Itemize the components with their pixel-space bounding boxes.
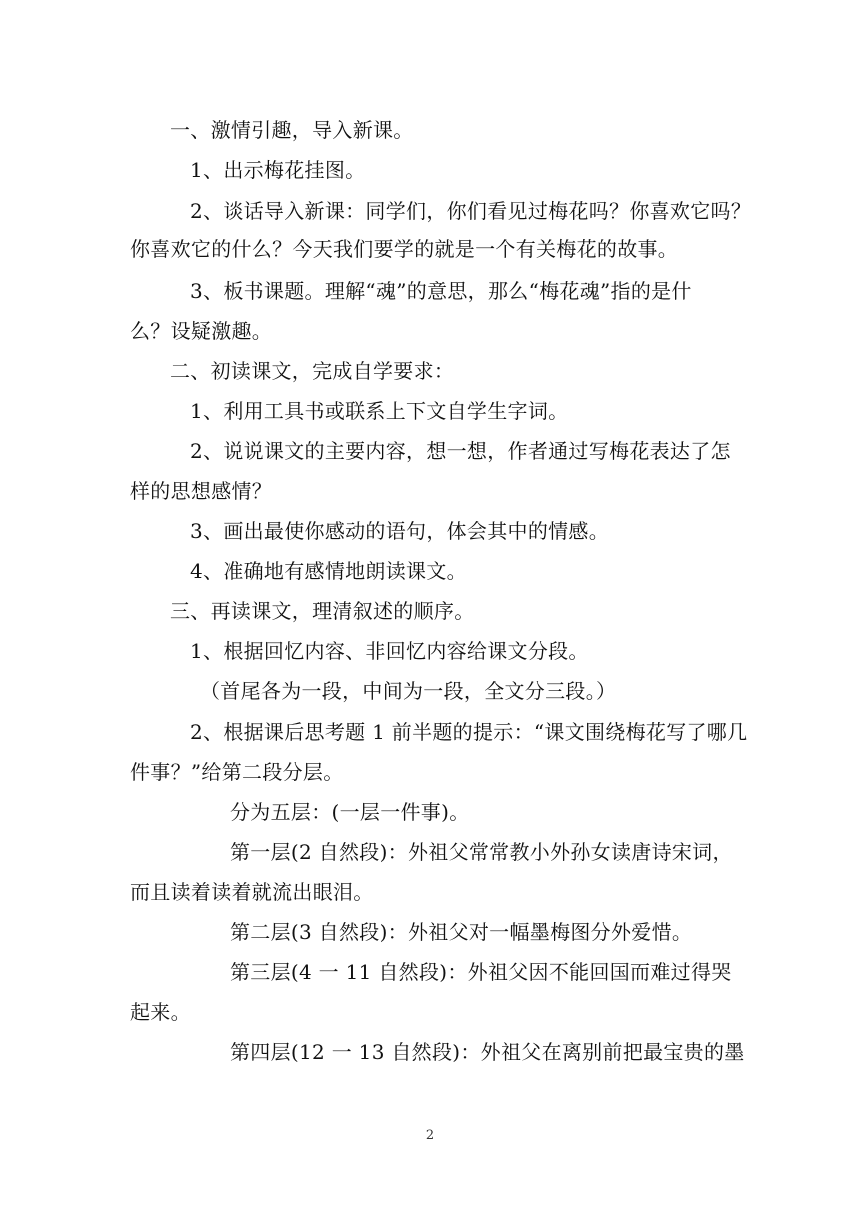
text-line: 2、说说课文的主要内容，想一想，作者通过写梅花表达了怎 — [190, 439, 731, 463]
text-line: 3、画出最使你感动的语句，体会其中的情感。 — [190, 519, 610, 543]
text-line: 1、利用工具书或联系上下文自学生字词。 — [190, 399, 569, 423]
text-line: 样的思想感情？ — [130, 479, 273, 503]
text-line: 分为五层：(一层一件事)。 — [230, 800, 470, 824]
text-line: 第四层(12 一 13 自然段)：外祖父在离别前把最宝贵的墨 — [230, 1040, 745, 1064]
heading-section-1: 一、激情引趣，导入新课。 — [170, 118, 414, 142]
text-line: 你喜欢它的什么？今天我们要学的就是一个有关梅花的故事。 — [130, 237, 679, 261]
page-number: 2 — [425, 1128, 435, 1143]
text-line: （首尾各为一段，中间为一段，全文分三段。） — [200, 679, 617, 703]
text-line: 而且读着读着就流出眼泪。 — [130, 880, 374, 904]
heading-section-3: 三、再读课文，理清叙述的顺序。 — [170, 599, 475, 623]
text-line: 第二层(3 自然段)：外祖父对一幅墨梅图分外爱惜。 — [230, 920, 693, 944]
text-line: 第一层(2 自然段)：外祖父常常教小外孙女读唐诗宋词， — [230, 840, 733, 864]
text-line: 2、谈话导入新课：同学们，你们看见过梅花吗？你喜欢它吗？ — [190, 199, 752, 223]
text-line: 起来。 — [130, 1000, 191, 1024]
text-line: 么？设疑激趣。 — [130, 319, 273, 343]
text-line: 1、出示梅花挂图。 — [190, 158, 366, 182]
text-line: 1、根据回忆内容、非回忆内容给课文分段。 — [190, 639, 589, 663]
text-line: 第三层(4 一 11 自然段)：外祖父因不能回国而难过得哭 — [230, 960, 732, 984]
text-line: 4、准确地有感情地朗读课文。 — [190, 559, 467, 583]
text-line: 2、根据课后思考题 1 前半题的提示：“课文围绕梅花写了哪几 — [190, 720, 748, 744]
heading-section-2: 二、初读课文，完成自学要求： — [170, 359, 455, 383]
text-line: 3、板书课题。理解“魂”的意思，那么“梅花魂”指的是什 — [190, 279, 692, 303]
text-line: 件事？”给第二段分层。 — [130, 760, 344, 784]
